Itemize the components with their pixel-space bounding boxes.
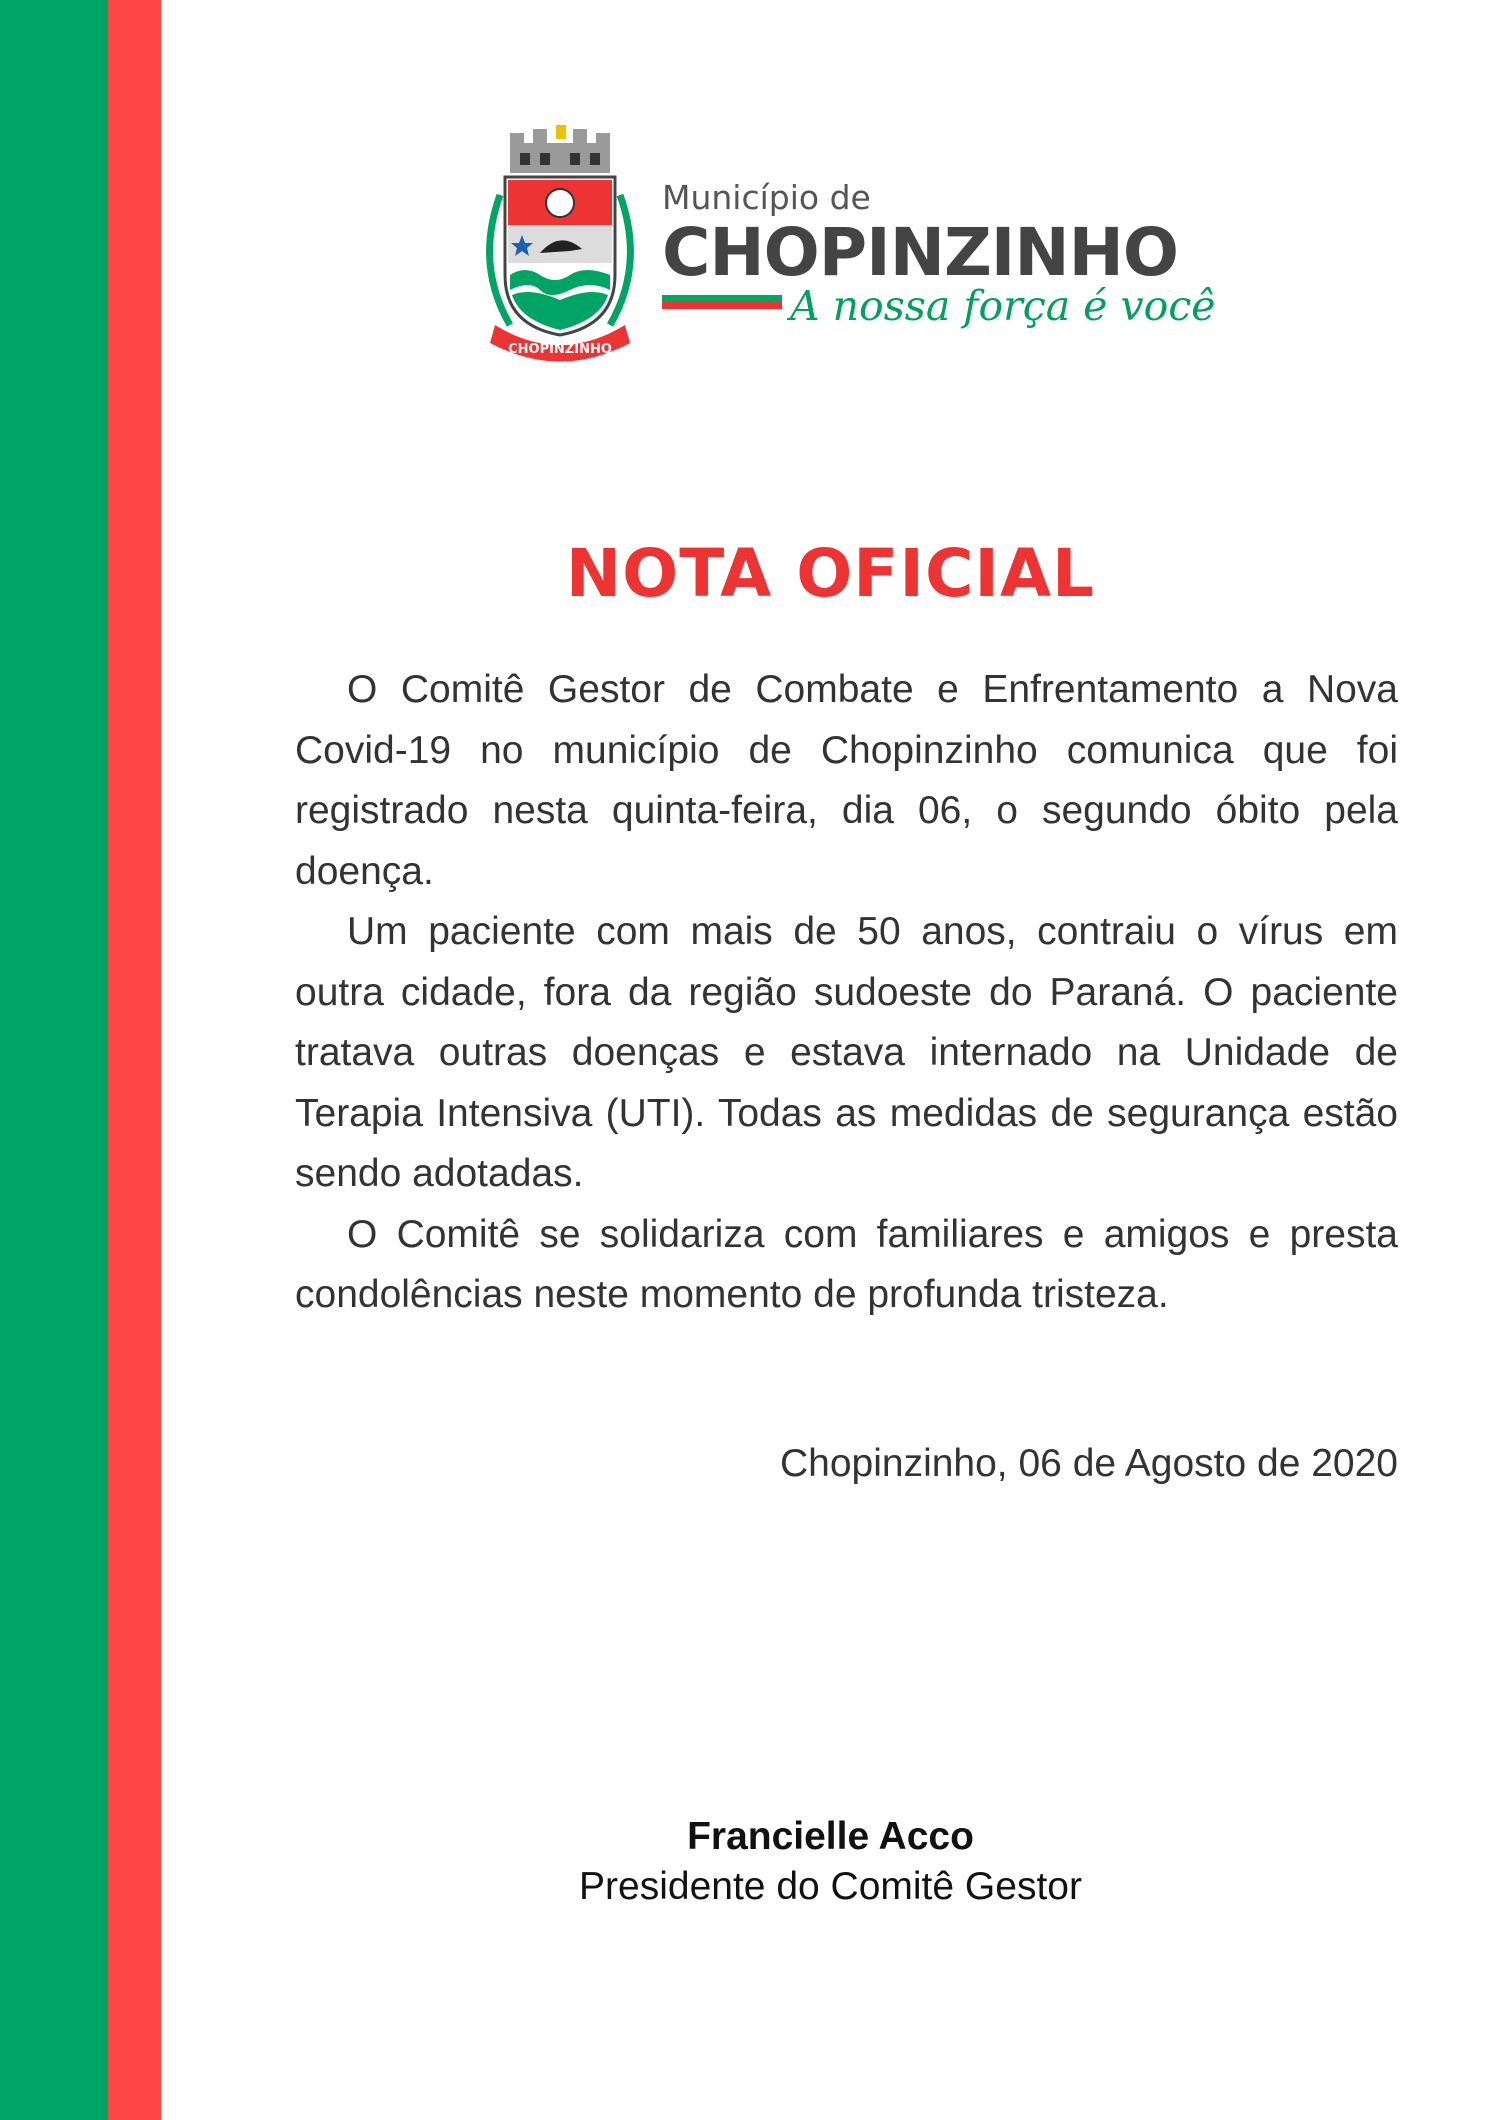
paragraph: O Comitê se solidariza com familiares e amigos e presta condolências neste momento de profunda tristeza. [295, 1212, 1398, 1316]
crown-icon [510, 125, 610, 173]
brand-name: CHOPINZINHO [662, 214, 1178, 291]
date-line: Chopinzinho, 06 de Agosto de 2020 [779, 1442, 1398, 1485]
signatory-name: Francielle Acco [687, 1815, 974, 1858]
municipal-logo [470, 125, 1216, 375]
left-green-stripe [0, 0, 108, 2120]
paragraph: Um paciente com mais de 50 anos, contraiu o vírus em outra cidade, fora da região sudoeste do Paraná. O paciente tratava outras doenças e estava internado na Unidade de Terapia Intensiva (UTI). Todas as medidas de segurança estão sendo adotadas. [295, 910, 1398, 1195]
brand-prefix: Município de [662, 178, 871, 217]
shield-icon [505, 177, 615, 335]
municipal-coat-of-arms-icon [470, 125, 650, 365]
signatory-role: Presidente do Comitê Gestor [579, 1865, 1082, 1908]
brand-block [662, 178, 1216, 330]
brand-underline-bar [662, 295, 782, 309]
crest-banner-text: CHOPINZINHO [508, 342, 612, 357]
left-red-stripe [108, 0, 161, 2120]
paragraph: O Comitê Gestor de Combate e Enfrentamento a Nova Covid-19 no município de Chopinzinho comunica que foi registrado nesta quinta-feira, dia 06, o segundo óbito pela doença. [295, 668, 1398, 893]
notice-body [295, 660, 1398, 1326]
signature-block [161, 1812, 1500, 1912]
page-title: NOTA OFICIAL [565, 535, 1096, 612]
brand-slogan: A nossa força é você [790, 282, 1216, 330]
